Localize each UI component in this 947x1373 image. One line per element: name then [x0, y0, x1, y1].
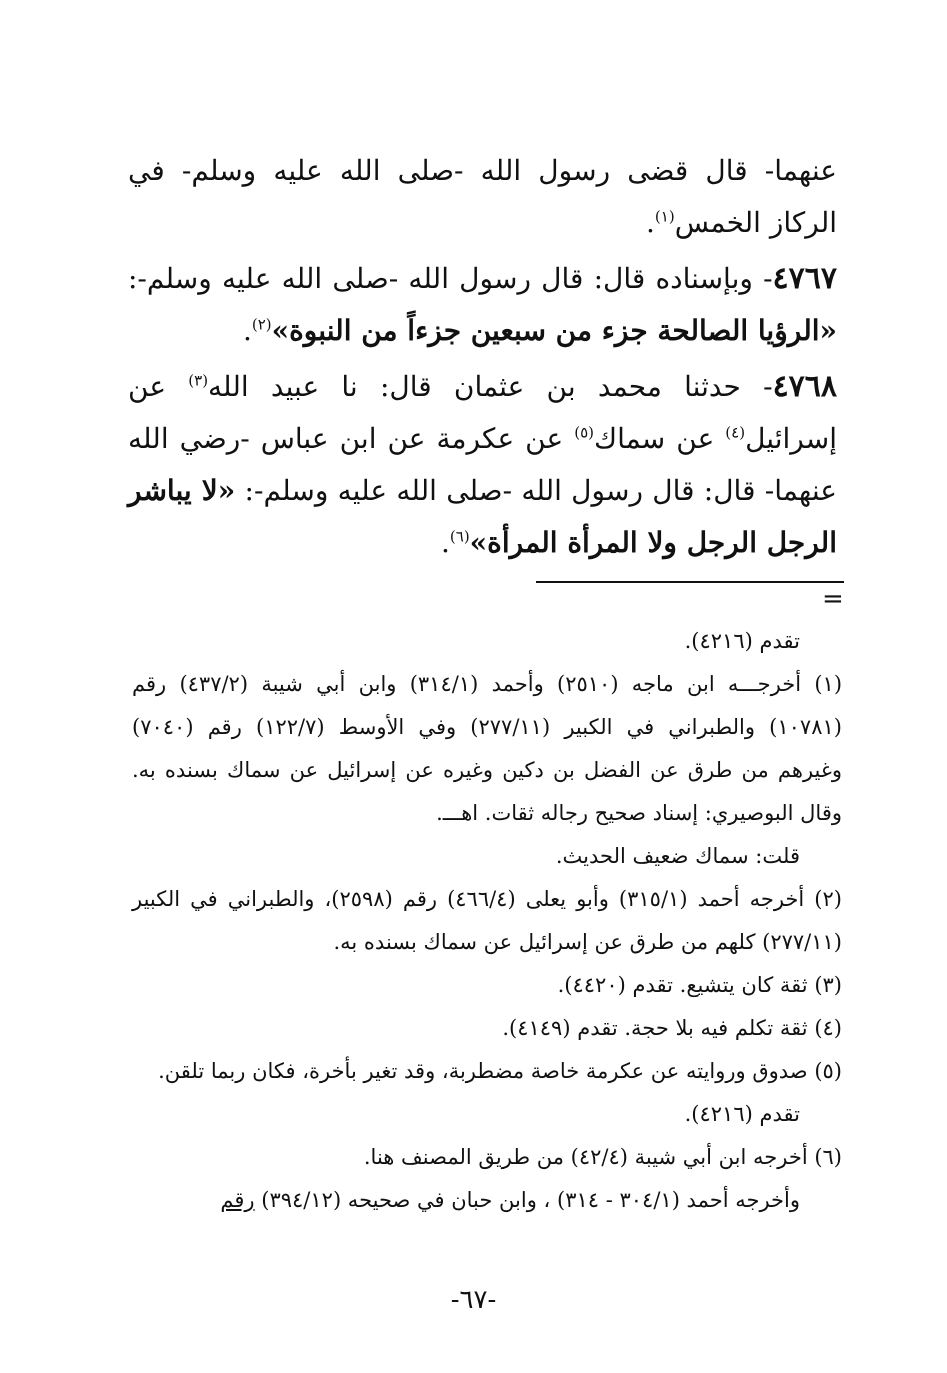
hadith-number: ٤٧٦٨ — [772, 369, 838, 404]
hadith-isnad: عن عكرمة عن ابن عباس -رضي الله عنهما- قال: قال رسول الله -صلى الله عليه وسلم-: — [128, 422, 837, 507]
footnotes — [132, 620, 842, 1222]
paragraph-text: عنهما- قال قضى رسول الله -صلى الله عليه وسلم- في الركاز الخمس — [128, 154, 837, 239]
footnote-1: (١) أخرجـــه ابن ماجه (٢٥١٠) وأحمد (٣١٤/١) وابن أبي شيبة (٤٣٧/٢) رقم (١٠٧٨١) والطبراني في الكبير (٢٧٧/١١) وفي الأوسط (١٢٢/٧) رقم (٧٠٤٠) وغيرهم من طرق عن الفضل بن دكين وغيره عن إسرائيل عن سماك بسنده به. وقال البوصيري: إسناد صحيح رجاله ثقات. اهـــ. — [132, 672, 843, 825]
hadith-isnad: - حدثنا محمد بن عثمان قال: نا عبيد الله — [208, 370, 773, 403]
footnote-6-cont-text: وأخرجه أحمد (٣٠٤/١ - ٣١٤) ، وابن حبان في صحيحه (٣٩٤/١٢) — [254, 1188, 800, 1212]
hadith-matn: «الرؤيا الصالحة جزء من سبعين جزءاً من النبوة» — [271, 314, 837, 347]
punctuation: . — [242, 314, 252, 347]
footnote-6-catchword: رقم — [220, 1188, 255, 1212]
footnote-5-cont: تقدم (٤٢١٦). — [684, 1102, 800, 1126]
footnote-ref-2[interactable]: (٢) — [251, 315, 272, 334]
punctuation: . — [646, 206, 655, 239]
hadith-4768 — [128, 361, 837, 569]
hadith-number: ٤٧٦٧ — [772, 261, 837, 296]
footnote-ref-4[interactable]: (٤) — [725, 423, 746, 442]
footnote-ref-5[interactable]: (٥) — [574, 423, 594, 442]
footnote-6: (٦) أخرجه ابن أبي شيبة (٤٢/٤) من طريق المصنف هنا. — [363, 1145, 842, 1169]
footnote-ref-6[interactable]: (٦) — [449, 527, 470, 546]
footnote-1-note: قلت: سماك ضعيف الحديث. — [555, 844, 800, 868]
footnote-4: (٤) ثقة تكلم فيه بلا حجة. تقدم (٤١٤٩). — [502, 1016, 842, 1040]
main-text — [128, 145, 837, 573]
footnote-ref-3[interactable]: (٣) — [188, 371, 209, 390]
footnote-ref-1[interactable]: (١) — [654, 207, 675, 226]
footnote-3: (٣) ثقة كان يتشيع. تقدم (٤٤٢٠). — [557, 973, 842, 997]
punctuation: . — [440, 526, 450, 559]
continuation-mark: = — [822, 584, 844, 614]
hadith-matn: «لا يباشر الرجل الرجل ولا المرأة المرأة» — [128, 474, 837, 559]
hadith-isnad: عن سماك — [593, 422, 726, 455]
footnote-carryover: تقدم (٤٢١٦). — [684, 629, 800, 653]
hadith-intro: - وبإسناده قال: قال رسول الله -صلى الله عليه وسلم-: — [128, 262, 773, 295]
hadith-4767 — [128, 253, 837, 357]
footnote-5: (٥) صدوق وروايته عن عكرمة خاصة مضطربة، وقد تغير بأخرة، فكان ربما تلقن. — [158, 1059, 842, 1083]
footnote-separator — [536, 581, 844, 583]
page-number: -٦٧- — [450, 1285, 497, 1315]
footnote-6-cont — [132, 1179, 842, 1222]
hadith-isnad: عن إسرائيل — [128, 370, 837, 455]
footnote-2: (٢) أخرجه أحمد (٣١٥/١) وأبو يعلى (٤٦٦/٤) رقم (٢٥٩٨)، والطبراني في الكبير (٢٧٧/١١) كلهم من طرق عن إسرائيل عن سماك بسنده به. — [132, 887, 842, 954]
paragraph-continuation — [128, 145, 837, 249]
